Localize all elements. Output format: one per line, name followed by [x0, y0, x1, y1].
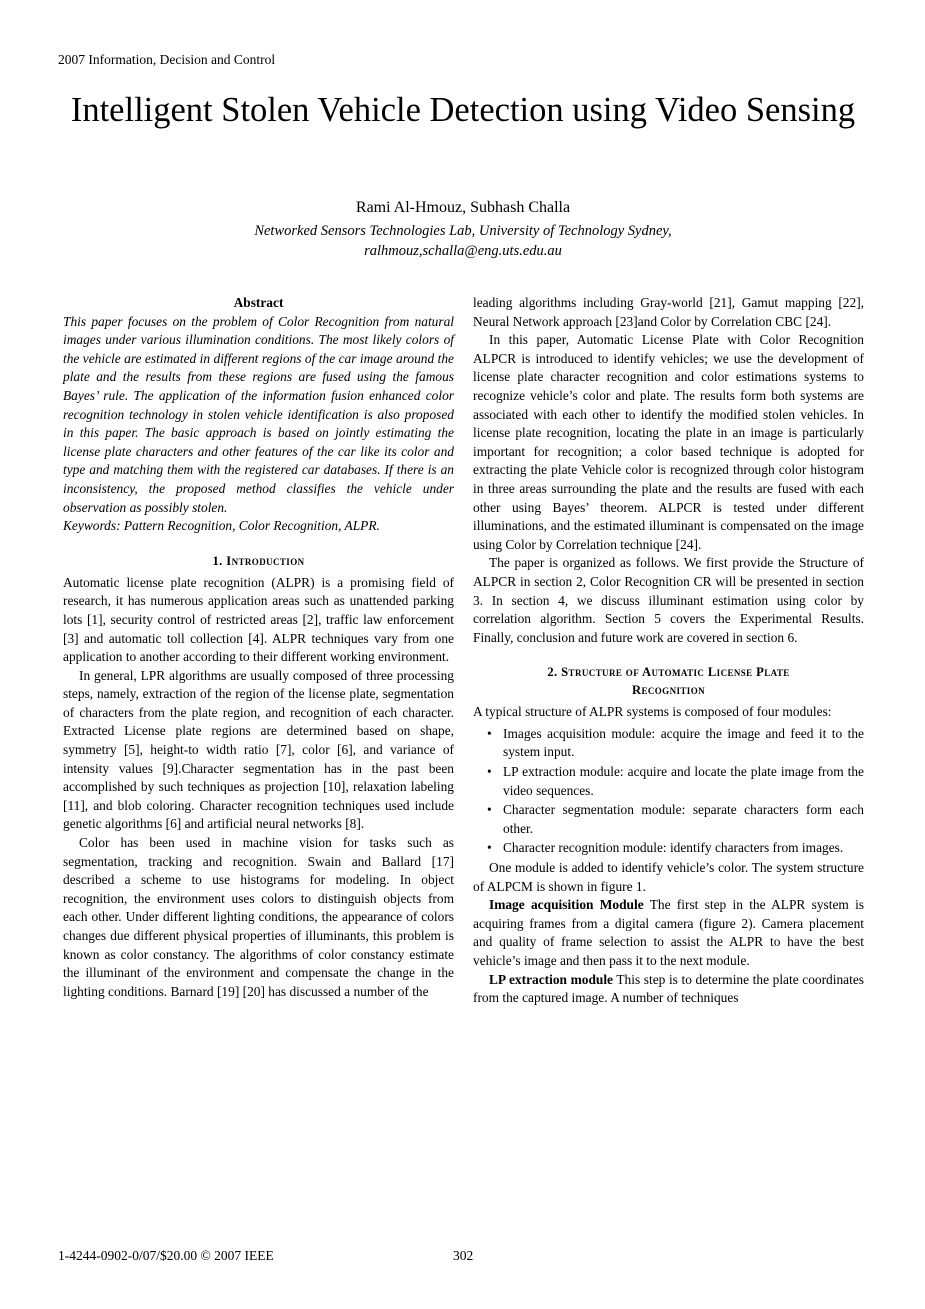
image-acquisition-text: The first step in the ALPR system is acquiring frames from a digital camera (figure 2). Camera placement and quality of frame selection to assist the ALPR to have the best vehicle’s image and then pass it to the next module.	[473, 897, 865, 968]
paper-title: Intelligent Stolen Vehicle Detection using Video Sensing	[70, 91, 856, 129]
list-item-text: Character recognition module: identify characters from images.	[503, 840, 844, 856]
section-1-heading	[63, 552, 454, 570]
section-2-intro: A typical structure of ALPR systems is composed of four modules:	[473, 704, 832, 720]
bullet-icon: •	[487, 840, 492, 856]
list-item	[473, 725, 864, 762]
affiliation: Networked Sensors Technologies Lab, University of Technology Sydney,	[254, 223, 672, 239]
section-2-heading	[473, 663, 864, 699]
list-item	[473, 839, 864, 858]
intro-paragraph-5: The paper is organized as follows. We first provide the Structure of ALPCR in section 2, Color Recognition CR will be presented in section 3. In section 4, we discuss illuminant estimation using color by correlation algorithm. Section 5 covers the Experimental Results. Finally, conclusion and future work are covered in section 6.	[473, 555, 864, 645]
section-2-title-line1: Structure of Automatic License Plate	[561, 665, 790, 680]
section-2-after-list: One module is added to identify vehicle’s color. The system structure of ALPCM is shown in figure 1.	[473, 860, 864, 894]
list-item	[473, 801, 864, 838]
section-1-title: Introduction	[226, 553, 305, 568]
authors: Rami Al-Hmouz, Subhash Challa	[355, 199, 571, 216]
lp-extraction-text: This step is to determine the plate coordinates from the captured image. A number of techniques	[473, 971, 864, 1006]
page-number: 302	[453, 1248, 474, 1263]
bullet-icon: •	[487, 764, 492, 780]
list-item-text: Character segmentation module: separate characters form each other.	[503, 802, 864, 836]
left-column	[63, 294, 454, 1001]
intro-paragraph-1: Automatic license plate recognition (ALPR) is a promising field of research, it has numerous application areas such as unattended parking lots [1], security control of restricted areas [2], traffic law enforcement [3] and automatic toll collection [4]. ALPR techniques vary from one application to another according to their different working environment.	[63, 574, 454, 665]
intro-paragraph-4: In this paper, Automatic License Plate with Color Recognition ALPCR is introduced to identify vehicles; we use the development of license plate character recognition and color estimations systems to recognize vehicle’s color and plate. The results form both systems are associated with each other to identify the modified stolen vehicles. In license plate recognition, locating the plate in an image is particularly important for recognition; a color based technique is adopted for extracting the plate Vehicle color is recognized through color histogram in three areas surrounding the plate and the results are fused with each other using Bayes’ theorem. ALPCR is tested under different illuminations, and the estimated illuminant is compensated on the image using Color by Correlation technique [24].	[473, 332, 864, 552]
module-list	[473, 725, 864, 858]
abstract-heading: Abstract	[233, 295, 284, 310]
abstract-text: This paper focuses on the problem of Color Recognition from natural images under various illumination conditions. The most likely colors of the vehicle are estimated in different regions of the car image around the plate and the results from these regions are fused using the famous Bayes’ rule. The application of the information fusion enhanced color recognition technology in stolen vehicle identification is also proposed in this paper. The basic approach is based on jointly estimating the license plate characters and other features of the car like its color and type and matching them with the registered car databases. If there is an inconsistency, the proposed method classifies the vehicle under observation as possibly stolen.	[63, 313, 454, 515]
author-emails: ralhmouz,schalla@eng.uts.edu.au	[364, 243, 562, 259]
lp-extraction-paragraph	[473, 971, 864, 1008]
intro-continuation: leading algorithms including Gray-world [21], Gamut mapping [22], Neural Network approach [23]and Color by Correlation CBC [24].	[473, 295, 864, 329]
section-1-number: 1.	[212, 553, 223, 568]
intro-paragraph-3: Color has been used in machine vision for tasks such as segmentation, tracking and recognition. Swain and Ballard [17] described a scheme to use histograms for modeling. In object recognition, the environment uses colors to distinguish objects from each other. Under different lighting conditions, the appearance of colors changes due different physical properties of illuminants, this problem is known as color constancy. The algorithms of color constancy estimate the illuminant of the environment and compensate the change in the lighting conditions. Barnard [19] [20] has discussed a number of the	[63, 835, 454, 999]
bullet-icon: •	[487, 725, 492, 741]
intro-paragraph-2: In general, LPR algorithms are usually composed of three processing steps, namely, extraction of the region of the license plate, segmentation of characters from the plate region, and recognition of each character. Extracted License plate regions are determined based on shape, symmetry [5], height-to width ratio [7], color [6], and variance of intensity values [9].Character segmentation has in the past been accomplished by such techniques as projection [10], relaxation labeling [11], and blob coloring. Character recognition techniques used include genetic algorithms [6] and artificial neural networks [8].	[63, 667, 454, 832]
image-acquisition-heading: Image acquisition Module	[489, 897, 644, 913]
conference-header: 2007 Information, Decision and Control	[58, 52, 276, 67]
keywords: Keywords: Pattern Recognition, Color Recognition, ALPR.	[63, 518, 380, 534]
lp-extraction-heading: LP extraction module	[489, 971, 613, 987]
right-column	[473, 294, 864, 1008]
list-item-text: Images acquisition module: acquire the image and feed it to the system input.	[503, 725, 864, 760]
image-acquisition-paragraph	[473, 896, 864, 970]
list-item	[473, 763, 864, 800]
affiliation-block	[60, 221, 866, 261]
list-item-text: LP extraction module: acquire and locate the plate image from the video sequences.	[503, 764, 864, 798]
section-2-number: 2.	[547, 665, 558, 680]
section-2-title-line2: Recognition	[631, 683, 705, 698]
footer-copyright: 1-4244-0902-0/07/$20.00 © 2007 IEEE	[58, 1248, 274, 1263]
bullet-icon: •	[487, 802, 492, 818]
